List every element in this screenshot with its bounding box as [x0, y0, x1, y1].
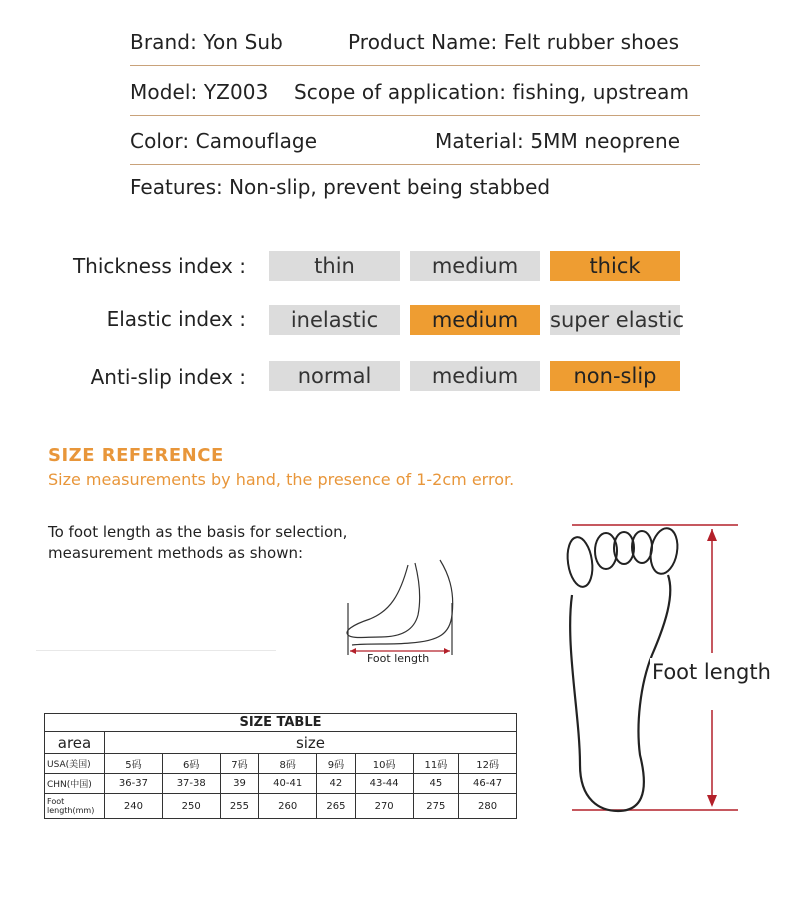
divider	[36, 650, 276, 651]
table-cell: 42	[317, 774, 356, 794]
table-cell: 265	[317, 794, 356, 819]
table-row	[45, 794, 517, 819]
table-cell: 255	[220, 794, 259, 819]
size-header: size	[105, 732, 517, 754]
features-text: Features: Non-slip, prevent being stabbed	[130, 175, 551, 199]
instructions-line-2: measurement methods as shown:	[48, 544, 304, 562]
instructions-line-1: To foot length as the basis for selection,	[48, 523, 348, 541]
divider	[130, 115, 700, 116]
anti-slip-index-label: Anti-slip index :	[90, 365, 246, 389]
anti-slip-option-medium: medium	[410, 361, 540, 391]
table-cell: 240	[105, 794, 163, 819]
foot-label-unit: (mm)	[72, 806, 95, 815]
table-cell: 270	[355, 794, 413, 819]
size-table	[44, 713, 517, 819]
thickness-index-label: Thickness index :	[72, 254, 246, 278]
size-reference-title: SIZE REFERENCE	[48, 445, 224, 466]
table-cell: 39	[220, 774, 259, 794]
row-label	[45, 794, 105, 819]
foot-measure-illustration	[330, 555, 470, 660]
area-header: area	[45, 732, 105, 754]
table-cell: 11码	[413, 754, 459, 774]
size-reference-subtitle: Size measurements by hand, the presence of 1-2cm error.	[48, 470, 515, 489]
size-table-title: SIZE TABLE	[45, 714, 517, 732]
table-cell: 8码	[259, 754, 317, 774]
table-cell: 9码	[317, 754, 356, 774]
table-cell: 260	[259, 794, 317, 819]
foot-label-sub: length	[47, 806, 73, 815]
thickness-option-medium: medium	[410, 251, 540, 281]
table-cell: 7码	[220, 754, 259, 774]
table-cell: 36-37	[105, 774, 163, 794]
elastic-index-label: Elastic index :	[106, 307, 246, 331]
row-label: USA(美国)	[45, 754, 105, 774]
table-cell: 45	[413, 774, 459, 794]
brand-text: Brand: Yon Sub	[130, 30, 283, 54]
thickness-option-thin: thin	[269, 251, 400, 281]
table-cell: 280	[459, 794, 517, 819]
anti-slip-option-normal: normal	[269, 361, 400, 391]
material-text: Material: 5MM neoprene	[435, 129, 681, 153]
table-cell: 12码	[459, 754, 517, 774]
anti-slip-option-non-slip: non-slip	[550, 361, 680, 391]
table-cell: 5码	[105, 754, 163, 774]
table-cell: 40-41	[259, 774, 317, 794]
table-cell: 275	[413, 794, 459, 819]
model-text: Model: YZ003	[130, 80, 269, 104]
shoe-foot-length-label: Foot length	[367, 652, 430, 665]
table-row	[45, 754, 517, 774]
thickness-option-thick: thick	[550, 251, 680, 281]
spec-row-model	[130, 80, 700, 116]
scope-text: Scope of application: fishing, upstream	[294, 80, 690, 104]
table-cell: 43-44	[355, 774, 413, 794]
elastic-option-inelastic: inelastic	[269, 305, 400, 335]
table-cell: 10码	[355, 754, 413, 774]
color-text: Color: Camouflage	[130, 129, 318, 153]
product-name-text: Product Name: Felt rubber shoes	[348, 30, 680, 54]
row-label: CHN(中国)	[45, 774, 105, 794]
table-row	[45, 774, 517, 794]
table-cell: 250	[162, 794, 220, 819]
spec-row-color	[130, 129, 700, 165]
table-cell: 37-38	[162, 774, 220, 794]
table-cell: 6码	[162, 754, 220, 774]
elastic-option-super-elastic: super elastic	[550, 305, 680, 335]
table-cell: 46-47	[459, 774, 517, 794]
divider	[130, 164, 700, 165]
measurement-instructions	[48, 522, 347, 564]
divider	[130, 65, 700, 66]
foot-label-main: Foot	[47, 797, 65, 806]
spec-row-brand	[130, 30, 700, 66]
elastic-option-medium: medium	[410, 305, 540, 335]
foot-length-label: Foot length	[652, 660, 771, 684]
